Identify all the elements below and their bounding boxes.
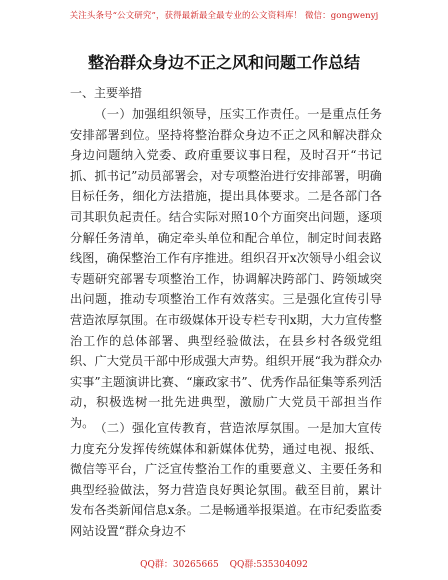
qq-group-2: QQ群:535304092 <box>229 560 308 570</box>
document-title: 整治群众身边不正之风和问题工作总结 <box>87 53 360 72</box>
section-heading: 一、主要举措 <box>70 86 143 100</box>
header-notice: 关注头条号“公文研究”，获得最新最全最专业的公文资料库！ 微信：gongwenyj <box>69 11 379 21</box>
qq-group-1: QQ群：30265665 <box>140 560 219 570</box>
footer <box>0 557 448 570</box>
paragraph-1: （一）加强组织领导，压实工作责任。一是重点任务安排部署到位。坚持将整治群众身边不正之风和解决群众身边问题纳入党委、政府重要议事日程，及时召开“书记抓、抓书记”动员部署会，对专项整治进行安排部署，明确目标任务，细化方法措施，提出具体要求。二是各部门各司其职负起责任。结合实际对照10个方面突出问题，逐项分解任务清单，确定牵头单位和配合单位，制定时间表路线图，确保整治工作有序推进。组织召开x次领导小组会议专题研究部署专项整治工作，协调解决跨部门、跨领域突出问题，推动专项整治工作有效落实。三是强化宣传引导营造浓厚氛围。在市级媒体开设专栏专刊x期，大力宣传整治工作的总体部署、典型经验做法，在县乡村各级党组织、广大党员干部中形成强大声势。组织开展“我为群众办实事”主题演讲比赛、“廉政家书”、优秀作品征集等系列活动，积极选树一批先进典型，激励广大党员干部担当作为。 <box>70 107 382 430</box>
paragraph-2: （二）强化宣传教育，营造浓厚氛围。一是加大宣传力度充分发挥传统媒体和新媒体优势，通过电视、报纸、微信等平台，广泛宣传整治工作的重要意义、主要任务和典型经验做法，努力营造良好舆论氛围。截至目前，累计发布各类新闻信息x条。二是畅通举报渠道。在市纪委监委网站设置“群众身边不 <box>70 421 382 538</box>
